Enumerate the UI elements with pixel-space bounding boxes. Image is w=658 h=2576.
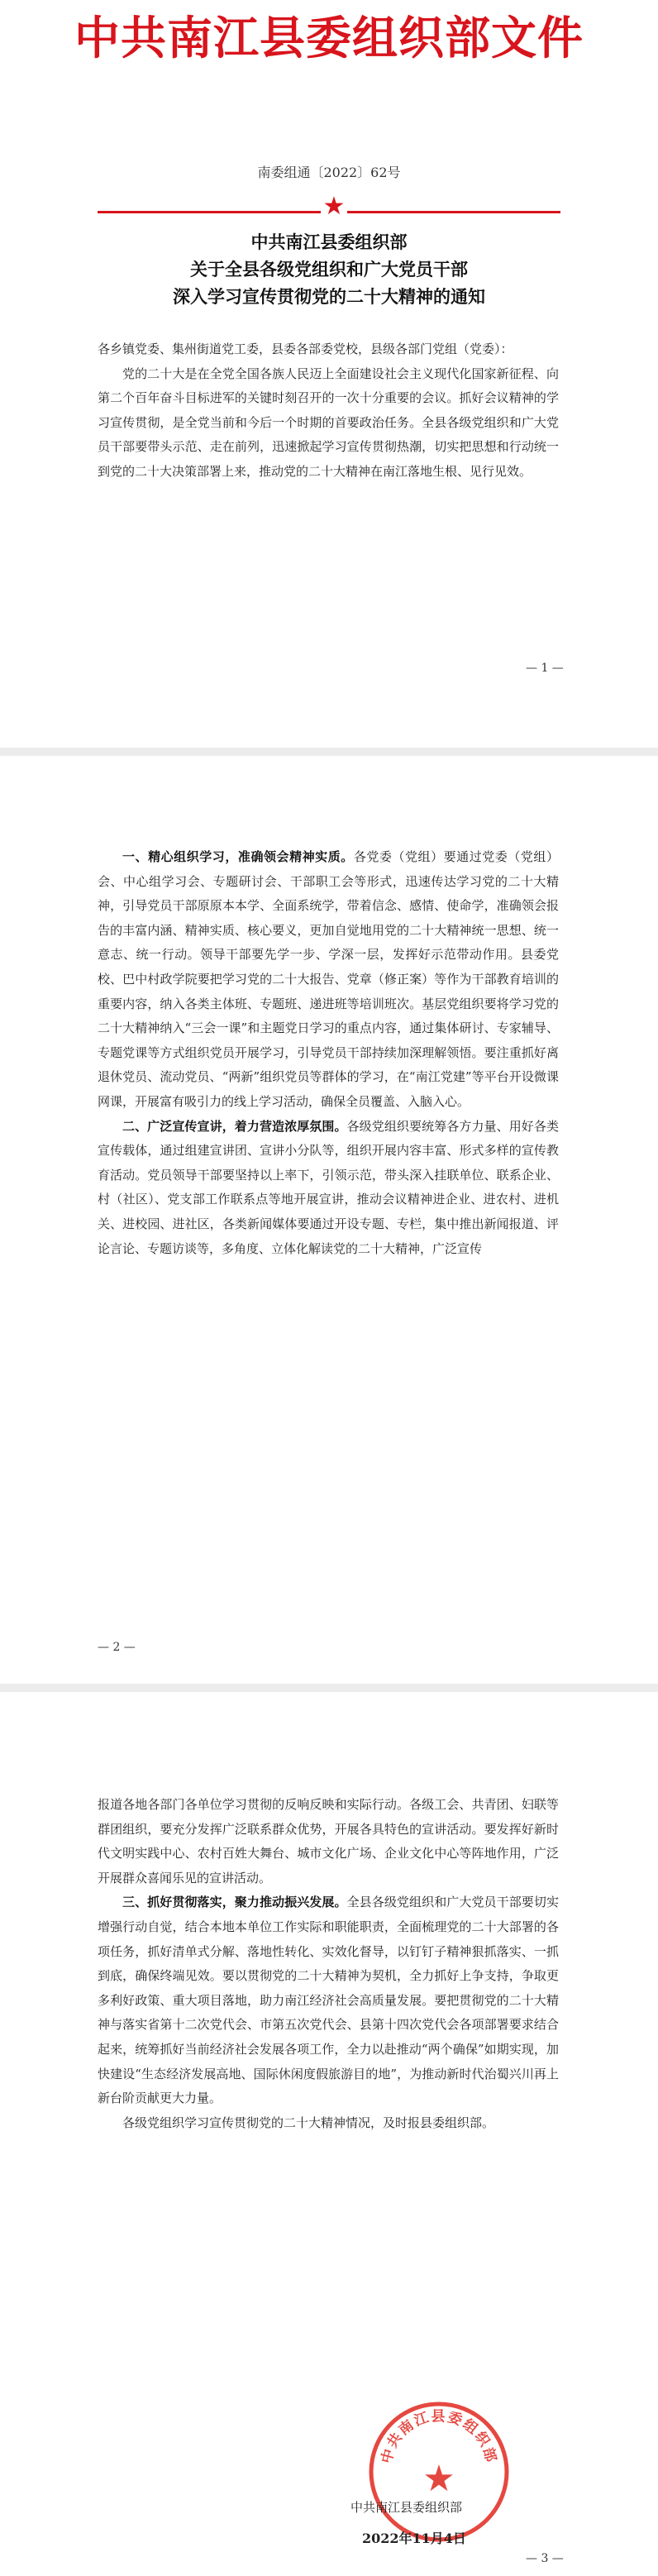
- title-line-1: 中共南江县委组织部: [250, 232, 408, 252]
- page-number-2: — 2 —: [98, 1641, 136, 1654]
- intro-paragraph: 党的二十大是在全党全国各族人民迈上全面建设社会主义现代化国家新征程、向第二个百年奋斗目标进军的关键时刻召开的一次十分重要的会议。抓好会议精神的学习宣传贯彻，是全党当前和今后一个时期的首要政治任务。全县各级党组织和广大党员干部要带头示范、走在前列，迅速掀起学习宣传贯彻热潮，切实把思想和行动统一到党的二十大决策部署上来，推动党的二十大精神在南江落地生根、见行见效。: [98, 366, 559, 479]
- seal-text: 中共南江县委组织部: [378, 2408, 500, 2465]
- section-2-paragraph: [98, 1115, 559, 1262]
- section-2-heading: 二、广泛宣传宣讲，着力营造浓厚氛围。: [122, 1118, 347, 1134]
- signature-date: 2022年11月4日: [362, 2531, 466, 2546]
- page-number-1: — 1 —: [526, 662, 564, 675]
- svg-text:★: ★: [422, 2458, 455, 2500]
- section-1-text: 各党委（党组）要通过党委（党组）会、中心组学习会、专题研讨会、干部职工会等形式，迅速传达学习党的二十大精神，引导党员干部原原本本学、全面系统学，带着信念、感情、使命学，准确领会报告的丰富内涵、精神实质、核心要义，更加自觉地用党的二十大精神统一思想、统一意志、统一行动。领导干部要先学一步、学深一层，发挥好示范带动作用。县委党校、巴中村政学院要把学习党的二十大报告、党章（修正案）等作为干部教育培训的重要内容，纳入各类主体班、专题班、递进班等培训班次。基层党组织要将学习党的二十大精神纳入“三会一课”和主题党日学习的重点内容，通过集体研讨、专家辅导、专题党课等方式组织党员开展学习，引导党员干部持续加深理解领悟。要注重抓好离退休党员、流动党员、“两新”组织党员等群体的学习，在“南江党建”等平台开设微课网课，开展富有吸引力的线上学习活动，确保全员覆盖、入脑入心。: [98, 849, 559, 1109]
- red-divider-left: [98, 211, 321, 213]
- page-3: [0, 1692, 658, 2576]
- page-3-body: [98, 1793, 559, 2135]
- page-1: [0, 0, 658, 748]
- signature-org: 中共南江县委组织部: [350, 2500, 463, 2515]
- section-1-paragraph: [98, 845, 559, 1115]
- section-2-continued: 报道各地各部门各单位学习贯彻的反响反映和实际行动。各级工会、共青团、妇联等群团组织，要充分发挥广泛联系群众优势，开展各具特色的宣讲活动。要发挥好新时代文明实践中心、农村百姓大舞台、城市文化广场、企业文化中心等阵地作用，广泛开展群众喜闻乐见的宣讲活动。: [98, 1797, 559, 1885]
- red-divider-right: [347, 211, 560, 213]
- page-2: [0, 756, 658, 1684]
- notice-title: [0, 228, 658, 310]
- official-seal: [365, 2398, 513, 2545]
- page-2-body: [98, 845, 559, 1261]
- section-2-text: 各级党组织要统筹各方力量、用好各类宣传载体，通过组建宣讲团、宣讲小分队等，组织开展内容丰富、形式多样的宣传教育活动。党员领导干部要坚持以上率下，引领示范，带头深入挂联单位、联系企业、村（社区）、党支部工作联系点等地开展宣讲，推动会议精神进企业、进农村、进机关、进校园、进社区，各类新闻媒体要通过开设专题、专栏，集中推出新闻报道、评论言论、专题访谈等，多角度、立体化解读党的二十大精神，广泛宣传: [98, 1118, 559, 1256]
- section-3-paragraph: [98, 1890, 559, 2110]
- section-1-heading: 一、精心组织学习，准确领会精神实质。: [122, 849, 354, 864]
- closing-paragraph: 各级党组织学习宣传贯彻党的二十大精神情况，及时报县委组织部。: [122, 2115, 495, 2130]
- section-3-heading: 三、抓好贯彻落实，聚力推动振兴发展。: [122, 1895, 347, 1910]
- document-number: 南委组通〔2022〕62号: [257, 165, 401, 180]
- document-header: 中共南江县委组织部文件: [74, 12, 584, 65]
- title-line-3: 深入学习宣传贯彻党的二十大精神的通知: [173, 286, 485, 307]
- page-1-body: [98, 337, 559, 485]
- red-star-icon: ★: [322, 192, 346, 221]
- addressee: 各乡镇党委、集州街道党工委，县委各部委党校，县级各部门党组（党委）：: [98, 342, 513, 356]
- title-line-2: 关于全县各级党组织和广大党员干部: [190, 259, 468, 280]
- section-3-text: 全县各级党组织和广大党员干部要切实增强行动自觉，结合本地本单位工作实际和职能职责，全面梳理党的二十大部署的各项任务，抓好清单式分解、落地性转化、实效化督导，以钉钉子精神狠抓落实、一抓到底，确保终端见效。要以贯彻党的二十大精神为契机，全力抓好上争支持，争取更多利好政策、重大项目落地，助力南江经济社会高质量发展。要把贯彻党的二十大精神与落实省第十二次党代会、市第五次党代会、县第十四次党代会各项部署要求结合起来，统筹抓好当前经济社会发展各项工作，全力以赴推动“两个确保”如期实现，加快建设“生态经济发展高地、国际休闲度假旅游目的地”，为推动新时代治蜀兴川再上新台阶贡献更大力量。: [98, 1895, 559, 2106]
- page-number-3: — 3 —: [526, 2552, 564, 2565]
